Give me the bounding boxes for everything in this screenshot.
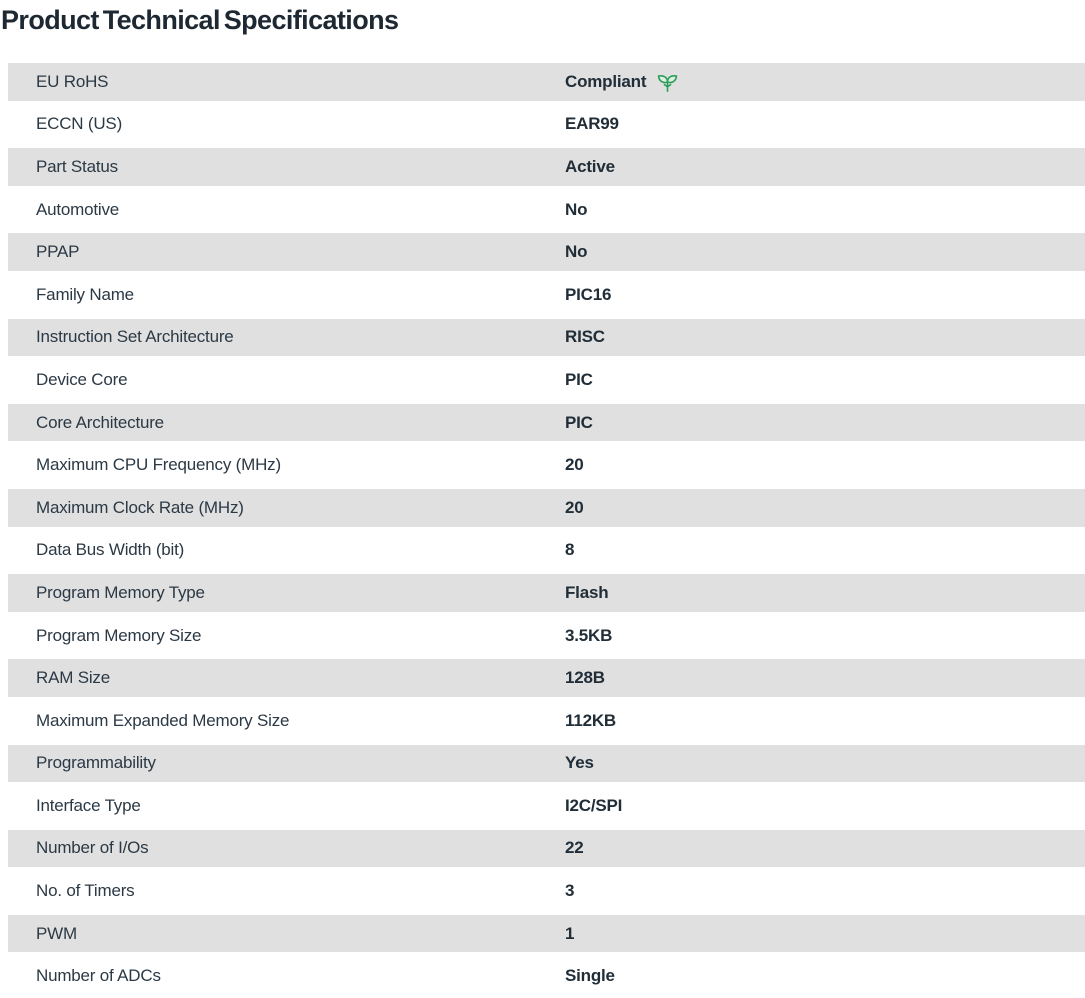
spec-value-cell: [565, 148, 615, 186]
spec-row: [8, 148, 1085, 186]
spec-value: 3: [565, 881, 575, 901]
spec-value: Active: [565, 156, 615, 176]
spec-value-cell: [565, 745, 594, 783]
spec-value-cell: [565, 957, 615, 995]
spec-row: [8, 532, 1085, 570]
spec-row: [8, 404, 1085, 442]
spec-label: RAM Size: [36, 668, 110, 688]
spec-row: [8, 872, 1085, 910]
spec-label: Data Bus Width (bit): [36, 540, 185, 560]
spec-value: No: [565, 199, 588, 219]
spec-value: EAR99: [565, 114, 619, 134]
spec-value-cell: [565, 276, 611, 314]
spec-row: [8, 745, 1085, 783]
spec-value-cell: [565, 489, 584, 527]
spec-label: Number of ADCs: [36, 966, 161, 986]
spec-value: 1: [565, 923, 575, 943]
spec-value: PIC: [565, 369, 593, 389]
spec-label: No. of Timers: [36, 881, 135, 901]
spec-value: Single: [565, 966, 615, 986]
spec-label: Maximum Clock Rate (MHz): [36, 497, 244, 517]
spec-value: 3.5KB: [565, 625, 613, 645]
spec-label: Interface Type: [36, 795, 141, 815]
spec-value: Flash: [565, 582, 609, 602]
spec-label: Family Name: [36, 284, 134, 304]
spec-label: Part Status: [36, 156, 118, 176]
spec-row: [8, 957, 1085, 995]
spec-value: No: [565, 242, 588, 262]
spec-label: PWM: [36, 923, 77, 943]
spec-value: Yes: [565, 753, 594, 773]
spec-value-cell: [565, 63, 679, 101]
spec-label: EU RoHS: [36, 71, 109, 91]
spec-value-cell: [565, 191, 587, 229]
spec-label: Automotive: [36, 199, 120, 219]
spec-row: [8, 617, 1085, 655]
spec-label: Maximum Expanded Memory Size: [36, 710, 290, 730]
spec-value-cell: [565, 872, 574, 910]
spec-row: [8, 361, 1085, 399]
spec-row: [8, 319, 1085, 357]
spec-value-cell: [565, 532, 574, 570]
spec-value-cell: [565, 361, 593, 399]
spec-row: [8, 574, 1085, 612]
spec-row: [8, 659, 1085, 697]
page-title: Product Technical Specifications: [1, 5, 399, 35]
spec-label: Number of I/Os: [36, 838, 149, 858]
spec-label: PPAP: [36, 242, 80, 262]
spec-value-cell: [565, 446, 584, 484]
spec-row: [8, 63, 1085, 101]
spec-row: [8, 106, 1085, 144]
spec-label: Program Memory Type: [36, 582, 205, 602]
spec-value: 112KB: [565, 710, 616, 730]
spec-value-cell: [565, 915, 574, 953]
spec-label: Program Memory Size: [36, 625, 202, 645]
spec-value: RISC: [565, 327, 605, 347]
spec-value: PIC: [565, 412, 593, 432]
spec-value: I2C/SPI: [565, 795, 623, 815]
spec-value-cell: [565, 106, 619, 144]
spec-row: [8, 446, 1085, 484]
spec-label: Instruction Set Architecture: [36, 327, 234, 347]
spec-value-cell: [565, 404, 593, 442]
spec-label: Device Core: [36, 369, 128, 389]
leaf-icon: [656, 72, 679, 93]
spec-value-cell: [565, 574, 608, 612]
spec-label: Programmability: [36, 753, 156, 773]
spec-value-cell: [565, 659, 605, 697]
spec-value: 8: [565, 540, 575, 560]
spec-value: Compliant: [565, 71, 647, 91]
spec-label: ECCN (US): [36, 114, 123, 134]
spec-value-cell: [565, 702, 616, 740]
spec-row: [8, 702, 1085, 740]
spec-row: [8, 191, 1085, 229]
spec-value: 128B: [565, 668, 605, 688]
spec-row: [8, 276, 1085, 314]
spec-row: [8, 830, 1085, 868]
spec-table: [8, 63, 1085, 998]
spec-row: [8, 489, 1085, 527]
spec-row: [8, 915, 1085, 953]
spec-value-cell: [565, 830, 584, 868]
spec-value: 20: [565, 455, 584, 475]
spec-label: Core Architecture: [36, 412, 164, 432]
spec-value: PIC16: [565, 284, 612, 304]
spec-value-cell: [565, 617, 612, 655]
spec-value-cell: [565, 233, 587, 271]
spec-value: 20: [565, 497, 584, 517]
spec-label: Maximum CPU Frequency (MHz): [36, 455, 281, 475]
spec-row: [8, 233, 1085, 271]
spec-row: [8, 787, 1085, 825]
spec-value-cell: [565, 319, 605, 357]
spec-value-cell: [565, 787, 622, 825]
spec-value: 22: [565, 838, 584, 858]
